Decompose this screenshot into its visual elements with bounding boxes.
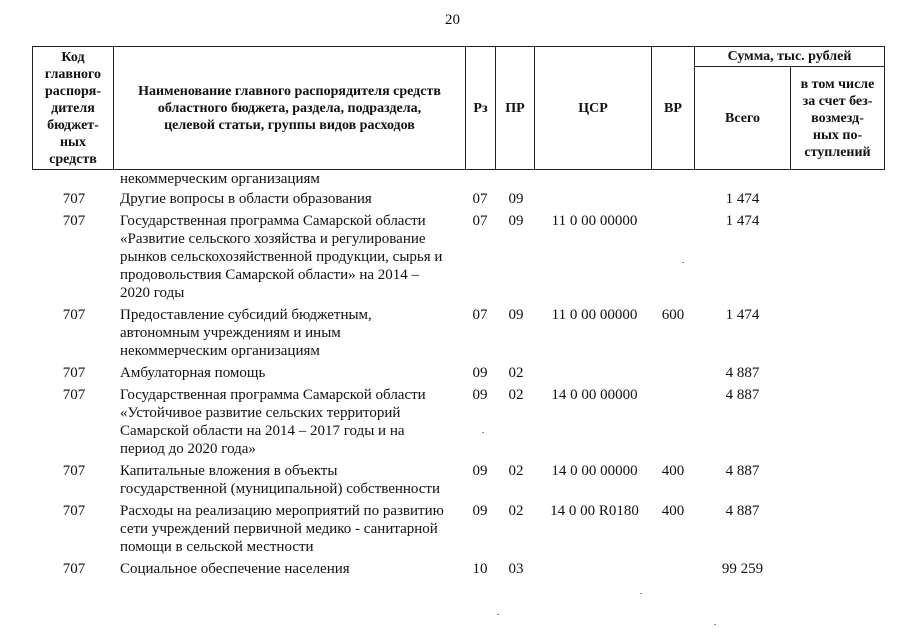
row-csr: 14 0 00 00000 — [551, 463, 638, 479]
row-rz: 07 — [472, 307, 488, 323]
header-rz: Рз — [465, 46, 496, 170]
header-free-line: ных по- — [812, 127, 863, 143]
row-total: 4 887 — [725, 365, 760, 381]
row-name — [120, 212, 465, 302]
header-code-line: дителя — [51, 100, 95, 116]
row-name-line: Амбулаторная помощь — [120, 365, 266, 381]
scan-speck — [482, 432, 484, 433]
row-pr: 02 — [508, 387, 524, 403]
row-name-line: продовольствия Самарской области» на 2014 – — [120, 267, 420, 283]
header-sum: Сумма, тыс. рублей — [694, 46, 885, 67]
row-code: 707 — [62, 503, 86, 519]
row-csr: 11 0 00 00000 — [551, 307, 638, 323]
header-code-line: средств — [49, 151, 97, 167]
row-name-line: Расходы на реализацию мероприятий по развитию — [120, 503, 444, 519]
row-pr: 03 — [508, 561, 524, 577]
header-free-line: ступлений — [804, 144, 871, 160]
row-total: 1 474 — [725, 213, 760, 229]
row-pr: 02 — [508, 503, 524, 519]
row-name — [120, 190, 465, 208]
row-name-line: рынков сельскохозяйственной продукции, сырья и — [120, 249, 443, 265]
header-code-line: распоря- — [44, 83, 102, 99]
row-code: 707 — [62, 307, 86, 323]
row-name — [120, 306, 465, 360]
header-code-line: главного — [44, 66, 102, 82]
header-free-line: возмезд- — [811, 110, 864, 126]
row-code: 707 — [62, 213, 86, 229]
row-name — [120, 462, 465, 498]
row-pr: 02 — [508, 463, 524, 479]
row-name-line: Капитальные вложения в объекты — [120, 463, 338, 479]
header-free-line: в том числе — [800, 76, 875, 92]
row-vr: 600 — [661, 307, 685, 323]
row-name-line: 2020 годы — [120, 285, 185, 301]
row-csr: 11 0 00 00000 — [551, 213, 638, 229]
header-name-line: целевой статьи, группы видов расходов — [164, 117, 415, 133]
row-name-line: автономным учреждениям и иным — [120, 325, 341, 341]
row-rz: 09 — [472, 365, 488, 381]
row-name-line: «Устойчивое развитие сельских территорий — [120, 405, 401, 421]
row-name-line: период до 2020 года» — [120, 441, 256, 457]
row-pr: 09 — [508, 213, 524, 229]
row-name — [120, 364, 465, 382]
row-total: 1 474 — [725, 307, 760, 323]
page-number: 20 — [445, 12, 460, 28]
row-name-line: Другие вопросы в области образования — [120, 191, 372, 207]
row-name — [120, 502, 465, 556]
row-rz: 07 — [472, 213, 488, 229]
carryover-text: некоммерческим организациям — [120, 171, 320, 187]
row-name-line: Государственная программа Самарской области — [120, 213, 426, 229]
header-code-line: ных — [59, 134, 86, 150]
header-vr: ВР — [651, 46, 695, 170]
header-code-line: бюджет- — [47, 117, 99, 133]
row-name-line: некоммерческим организациям — [120, 343, 320, 359]
row-name-line: сети учреждений первичной медико - санитарной — [120, 521, 438, 537]
row-csr: 14 0 00 00000 — [551, 387, 638, 403]
header-total: Всего — [694, 66, 791, 170]
row-pr: 09 — [508, 191, 524, 207]
row-name — [120, 386, 465, 458]
row-name-line: Предоставление субсидий бюджетным, — [120, 307, 372, 323]
row-total: 4 887 — [725, 503, 760, 519]
scan-speck — [497, 614, 499, 615]
header-code — [32, 46, 114, 170]
row-pr: 09 — [508, 307, 524, 323]
row-vr: 400 — [661, 503, 685, 519]
row-vr: 400 — [661, 463, 685, 479]
row-name-line: «Развитие сельского хозяйства и регулирование — [120, 231, 426, 247]
header-name-line: областного бюджета, раздела, подраздела, — [157, 100, 422, 116]
row-code: 707 — [62, 561, 86, 577]
row-name-line: помощи в сельской местности — [120, 539, 314, 555]
header-code-line: Код — [61, 49, 85, 65]
row-code: 707 — [62, 365, 86, 381]
header-name-line: Наименование главного распорядителя средств — [138, 83, 441, 99]
row-total: 4 887 — [725, 463, 760, 479]
row-name-line: Государственная программа Самарской области — [120, 387, 426, 403]
row-total: 1 474 — [725, 191, 760, 207]
row-name-line: Самарской области на 2014 – 2017 годы и на — [120, 423, 405, 439]
row-code: 707 — [62, 191, 86, 207]
row-total: 99 259 — [721, 561, 764, 577]
row-pr: 02 — [508, 365, 524, 381]
row-rz: 09 — [472, 463, 488, 479]
header-free — [790, 66, 885, 170]
row-rz: 10 — [472, 561, 488, 577]
scan-speck — [714, 624, 716, 625]
row-csr: 14 0 00 R0180 — [550, 503, 639, 519]
row-rz: 09 — [472, 503, 488, 519]
row-code: 707 — [62, 463, 86, 479]
row-total: 4 887 — [725, 387, 760, 403]
scan-speck — [682, 262, 684, 263]
header-name — [113, 46, 466, 170]
row-name-line: Социальное обеспечение населения — [120, 561, 350, 577]
row-rz: 07 — [472, 191, 488, 207]
scan-speck — [640, 593, 642, 594]
row-rz: 09 — [472, 387, 488, 403]
header-free-line: за счет без- — [802, 93, 873, 109]
row-name — [120, 560, 465, 578]
header-csr: ЦСР — [534, 46, 652, 170]
row-code: 707 — [62, 387, 86, 403]
header-pr: ПР — [495, 46, 535, 170]
row-name-line: государственной (муниципальной) собственности — [120, 481, 441, 497]
